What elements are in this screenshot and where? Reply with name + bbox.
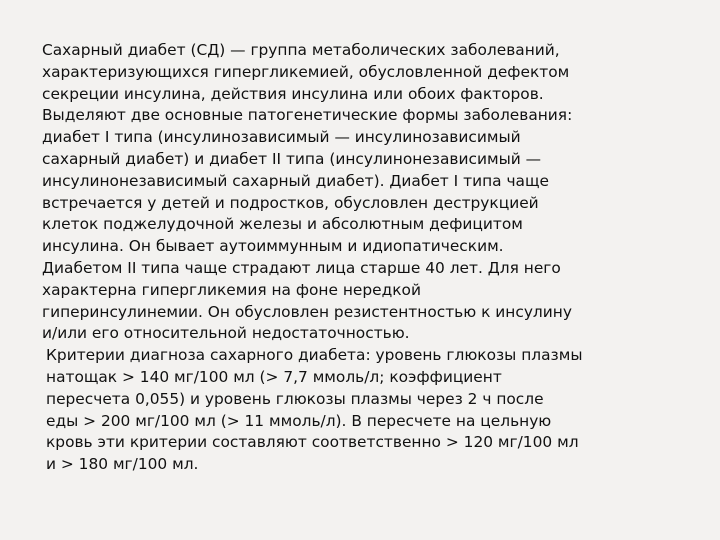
text-line: и > 180 мг/100 мл. [46,455,199,474]
text-line: пересчета 0,055) и уровень глюкозы плазмы через 2 ч после [46,389,544,408]
text-line: характерна гипергликемия на фоне нередкой [42,280,421,299]
text-body [42,40,687,476]
paragraph-definition [42,40,687,105]
text-line: натощак > 140 мг/100 мл (> 7,7 ммоль/л; коэффициент [46,367,502,386]
text-line: клеток поджелудочной железы и абсолютным дефицитом [42,215,523,234]
text-line: встречается у детей и подростков, обусловлен деструкцией [42,193,539,212]
text-line: инсулина. Он бывает аутоиммунным и идиопатическим. [42,237,504,256]
text-line: еды > 200 мг/100 мл (> 11 ммоль/л). В пересчете на цельную [46,411,552,430]
text-line: и/или его относительной недостаточностью. [42,324,410,343]
paragraph-forms [42,105,687,345]
text-line: Критерии диагноза сахарного диабета: уровень глюкозы плазмы [46,346,583,365]
text-line: Сахарный диабет (СД) — группа метаболических заболеваний, [42,41,560,59]
text-line: диабет I типа (инсулинозависимый — инсулинозависимый [42,128,521,147]
text-line: кровь эти критерии составляют соответственно > 120 мг/100 мл [46,433,579,452]
text-line: характеризующихся гипергликемией, обусловленной дефектом [42,62,570,81]
text-line: инсулинонезависимый сахарный диабет). Диабет I типа чаще [42,171,549,190]
text-line: Диабетом II типа чаще страдают лица старше 40 лет. Для него [42,258,561,277]
text-line: Выделяют две основные патогенетические формы заболевания: [42,106,573,125]
paragraph-criteria [42,345,687,476]
text-line: сахарный диабет) и диабет II типа (инсулинонезависимый — [42,149,542,168]
text-line: секреции инсулина, действия инсулина или обоих факторов. [42,84,544,103]
text-line: гиперинсулинемии. Он обусловлен резистентностью к инсулину [42,302,572,321]
